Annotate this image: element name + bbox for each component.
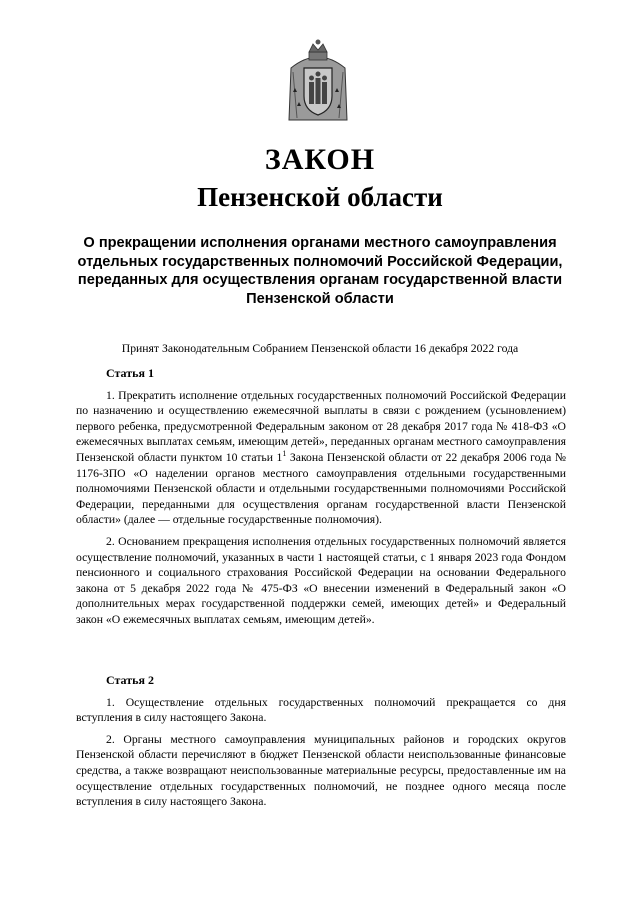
- footnote-superscript: 1: [282, 449, 287, 459]
- document-subtitle: Пензенской области: [197, 182, 443, 212]
- adoption-line: Принят Законодательным Собранием Пензенской области 16 декабря 2022 года: [121, 342, 519, 355]
- article-title: Статья 1: [106, 366, 154, 380]
- article-paragraph: 1. Прекратить исполнение отдельных государственных полномочий Российской Федерации по назначению и осуществлению ежемесячной выплаты в связи с рождением (усыновлением) первого ребенка, предусмотренной Федеральным законом от 28 декабря 2017 года № 418-ФЗ «О ежемесячных выплатах семьям, имеющим детей», переданных органам местного самоуправления Пензенской области пунктом 10 статьи $1^1$ Закона Пензенской области от 22 декабря 2006 года № 1176-ЗПО «О наделении органов местного самоуправления отдельными государственными полномочиями Пензенской области и отдельными государственными полномочиями Российской Федерации, переданными для осуществления органам государственной власти Пензенской области» (далее — отдельные государственные полномочия).: [76, 388, 566, 527]
- coat-of-arms-emblem: [287, 38, 349, 124]
- document-title: ЗАКОН: [264, 143, 376, 176]
- article-paragraph: 2. Органы местного самоуправления муниципальных районов и городских округов Пензенской области перечисляют в бюджет Пензенской области неиспользованные финансовые средства, а также возвращают неиспользованные материальные ресурсы, предоставленные им на осуществление отдельных государственных полномочий, не позднее одного месяца после вступления в силу настоящего Закона.: [76, 732, 566, 809]
- article-1: [76, 366, 566, 634]
- article-title: Статья 2: [106, 673, 154, 687]
- law-subject-heading: О прекращении исполнения органами местного самоуправления отдельных государственных полномочий Российской Федерации, переданных для осуществления органам государственной власти Пензенской области: [77, 235, 563, 307]
- article-2: [76, 673, 566, 816]
- article-paragraph: 1. Осуществление отдельных государственных полномочий прекращается со дня вступления в силу настоящего Закона.: [76, 695, 566, 725]
- article-paragraph: 2. Основанием прекращения исполнения отдельных государственных полномочий является осуществление полномочий, указанных в части 1 настоящей статьи, с 1 января 2023 года Фондом пенсионного и социального страхования Российской Федерации на основании Федерального закона от 5 декабря 2022 года № 475-ФЗ «О внесении изменений в Федеральный закон «О дополнительных мерах государственной поддержки семей, имеющих детей» и Федеральный закон «О ежемесячных выплатах семьям, имеющим детей».: [76, 534, 566, 626]
